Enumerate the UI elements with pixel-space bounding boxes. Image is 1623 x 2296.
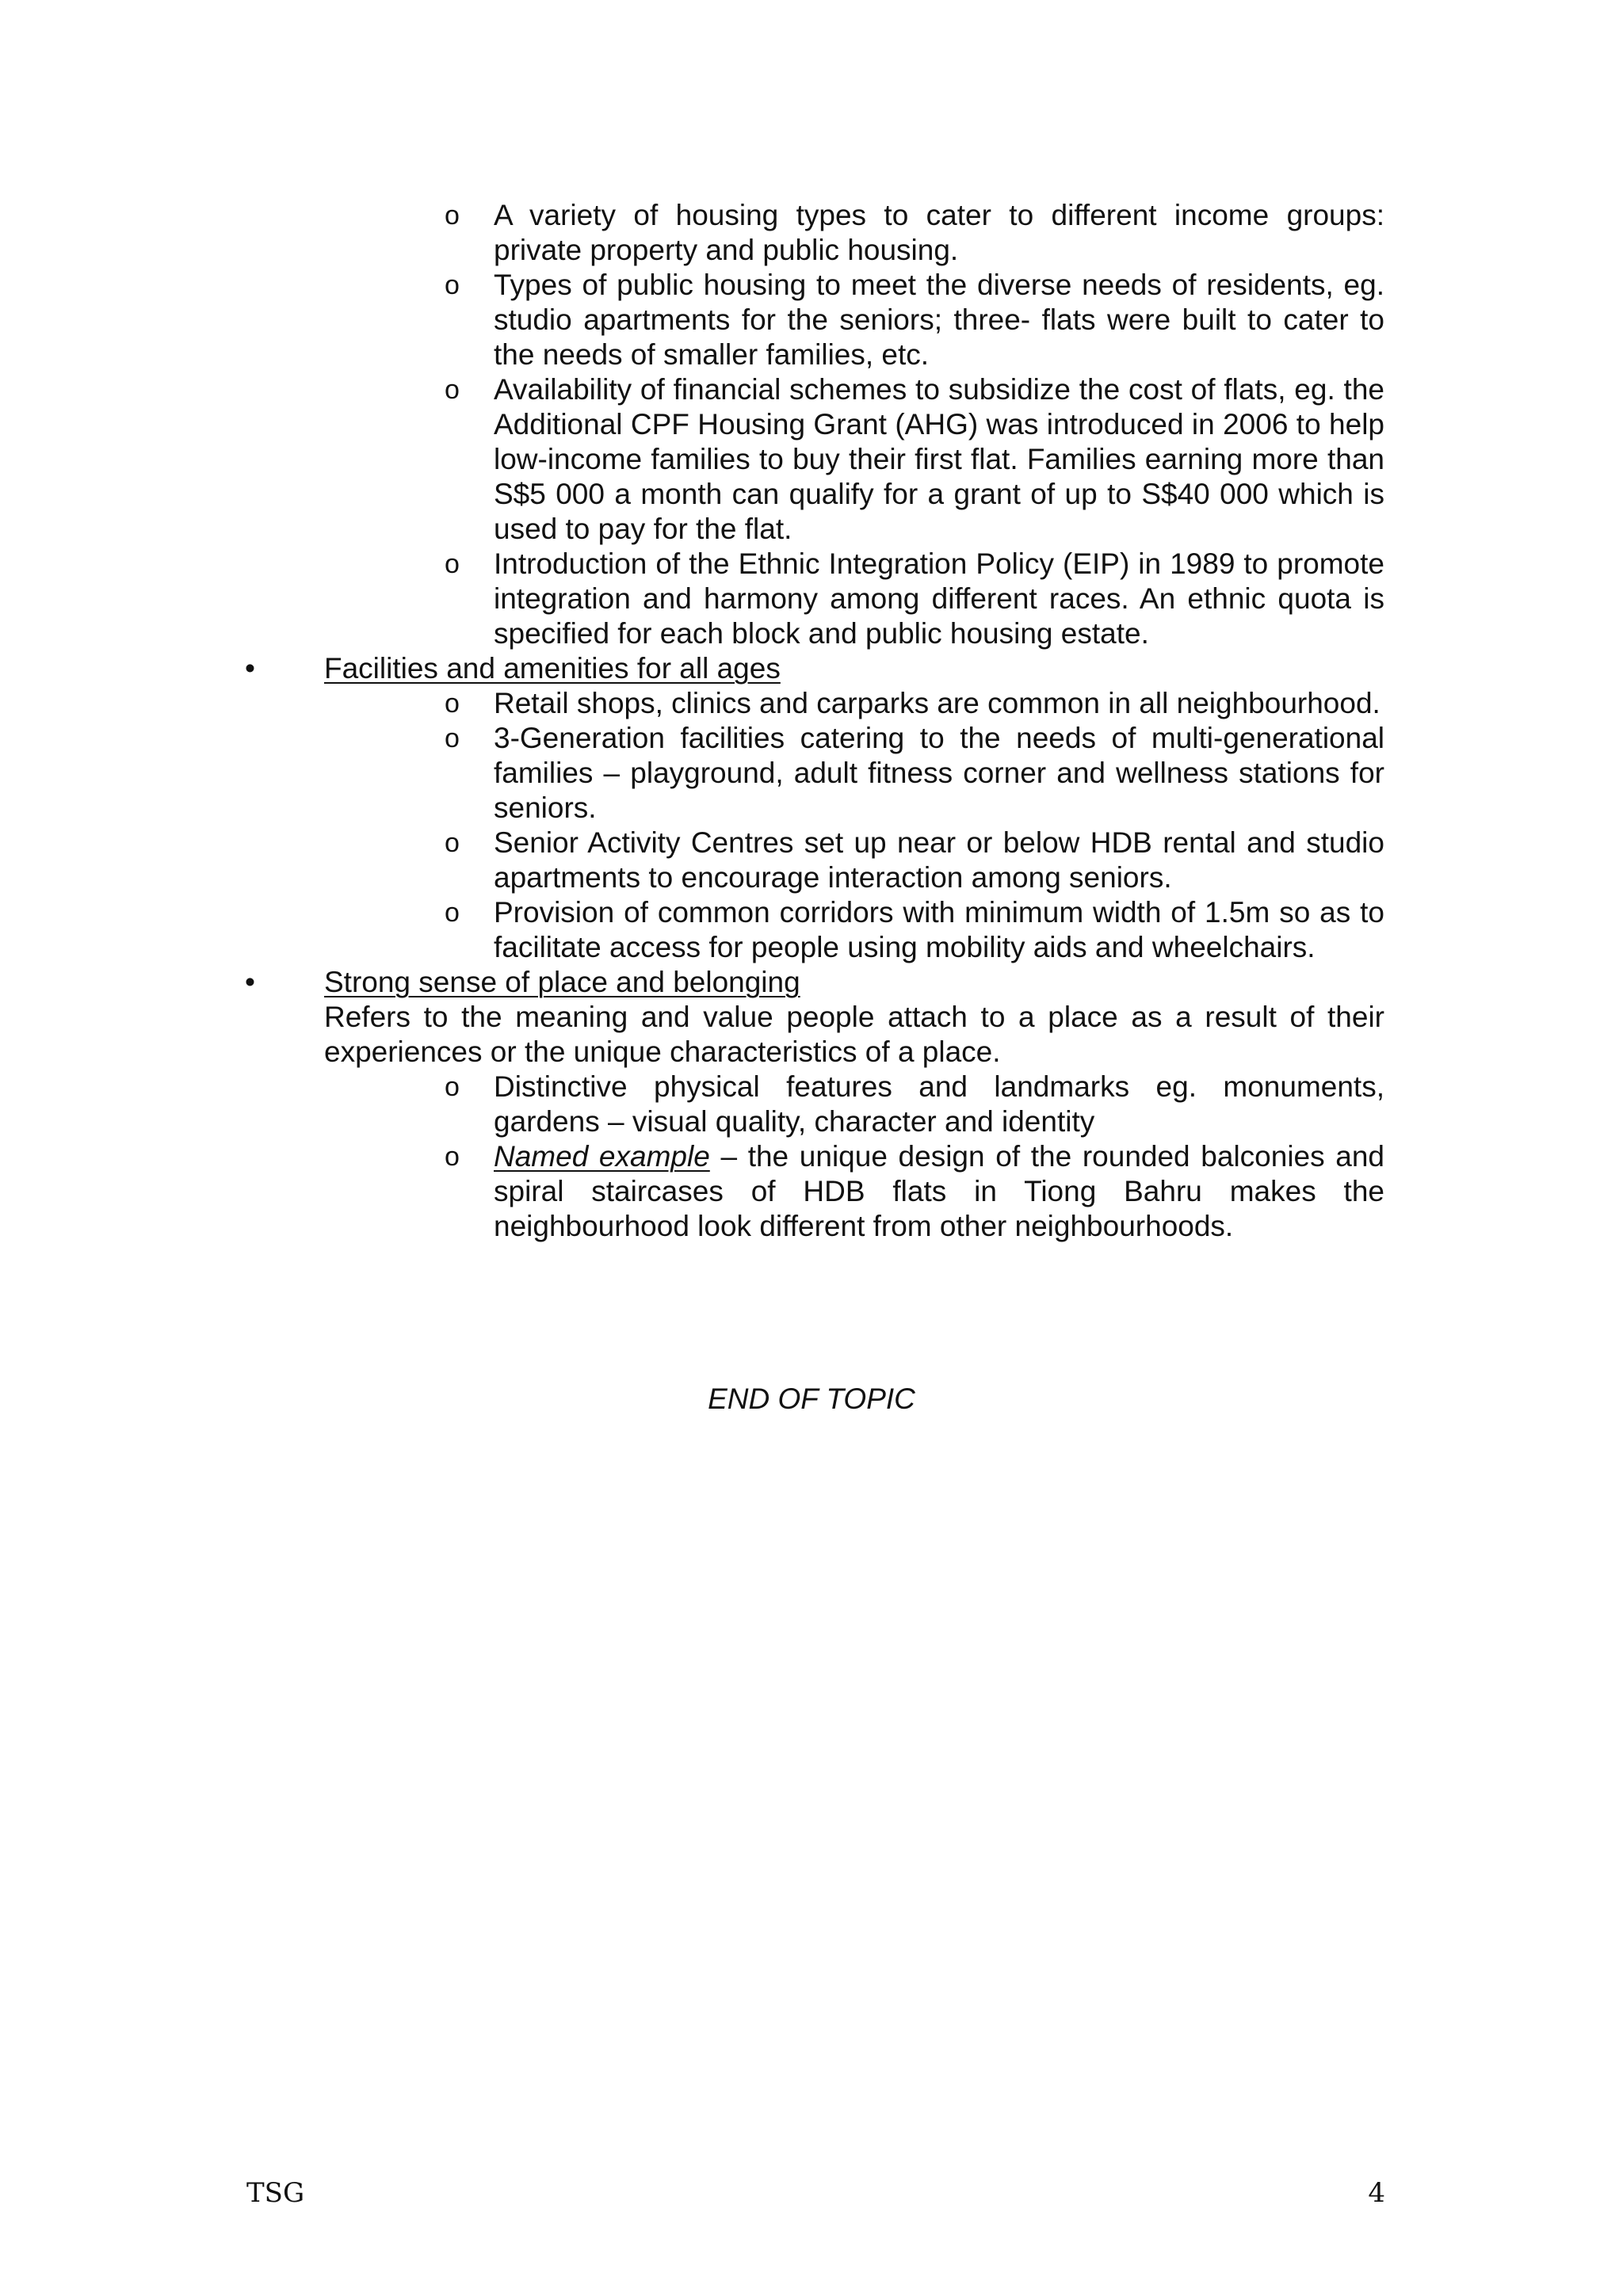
- list-item: [445, 895, 1384, 965]
- list-item-text: Senior Activity Centres set up near or below HDB rental and studio apartments to encourage interaction among seniors.: [494, 826, 1384, 894]
- hollow-bullet-icon: o: [445, 723, 460, 753]
- hollow-bullet-icon: o: [445, 270, 460, 300]
- list-item: [445, 268, 1384, 372]
- hollow-bullet-icon: o: [445, 898, 460, 928]
- document-body: [0, 198, 1623, 1244]
- hollow-bullet-icon: o: [445, 828, 460, 858]
- list-item: [445, 198, 1384, 268]
- list-item-text: – the unique design of the rounded balconies and spiral staircases of HDB flats in Tiong Bahru makes the neighbourhood look different from other neighbourhoods.: [494, 1140, 1385, 1242]
- hollow-bullet-icon: o: [445, 549, 460, 579]
- bullet-icon: •: [245, 966, 255, 998]
- end-of-topic-text: END OF TOPIC: [708, 1383, 915, 1415]
- list-item: [445, 721, 1384, 826]
- hollow-bullet-icon: o: [445, 688, 460, 719]
- list-item-text: Distinctive physical features and landmarks eg. monuments, gardens – visual quality, character and identity: [494, 1070, 1384, 1138]
- bullet-heading-facilities: [245, 651, 1384, 686]
- list-item-text: Provision of common corridors with minimum width of 1.5m so as to facilitate access for people using mobility aids and wheelchairs.: [494, 896, 1384, 963]
- list-item: [445, 1139, 1385, 1244]
- hollow-bullet-icon: o: [445, 1072, 460, 1102]
- list-item: [445, 372, 1384, 547]
- footer-label: TSG: [246, 2177, 305, 2209]
- hollow-bullet-icon: o: [445, 1142, 460, 1172]
- list-item: [445, 686, 1384, 721]
- bullet-icon: •: [245, 652, 255, 685]
- list-item-text: A variety of housing types to cater to different income groups: private property and public housing.: [494, 199, 1384, 266]
- hollow-bullet-icon: o: [445, 375, 460, 405]
- page-number: 4: [1368, 2177, 1385, 2209]
- list-item: [445, 1070, 1384, 1139]
- section-heading: Strong sense of place and belonging: [324, 966, 800, 998]
- section-heading: Facilities and amenities for all ages: [324, 652, 781, 685]
- list-item-text: Availability of financial schemes to subsidize the cost of flats, eg. the Additional CPF Housing Grant (AHG) was introduced in 2006 to help low-income families to buy their first flat. Families earning more than S$5 000 a month can qualify for a grant of up to S$40 000 which is used to pay for the flat.: [494, 373, 1384, 545]
- list-item-text: 3-Generation facilities catering to the needs of multi-generational families – playground, adult fitness corner and wellness stations for seniors.: [494, 722, 1384, 824]
- bullet-heading-sense-of-place: [245, 965, 1384, 1000]
- list-item-text: Types of public housing to meet the diverse needs of residents, eg. studio apartments for the seniors; three- flats were built to cater to the needs of smaller families, etc.: [494, 269, 1384, 371]
- named-example-label: Named example: [494, 1140, 710, 1173]
- list-item-text: Introduction of the Ethnic Integration Policy (EIP) in 1989 to promote integration and harmony among different races. An ethnic quota is specified for each block and public housing estate.: [494, 547, 1384, 650]
- hollow-bullet-icon: o: [445, 200, 460, 231]
- section-description: Refers to the meaning and value people attach to a place as a result of their experiences or the unique characteristics of a place.: [324, 1001, 1384, 1068]
- list-item: [445, 547, 1384, 651]
- list-item-text: Retail shops, clinics and carparks are common in all neighbourhood.: [494, 687, 1381, 719]
- list-item: [445, 826, 1384, 895]
